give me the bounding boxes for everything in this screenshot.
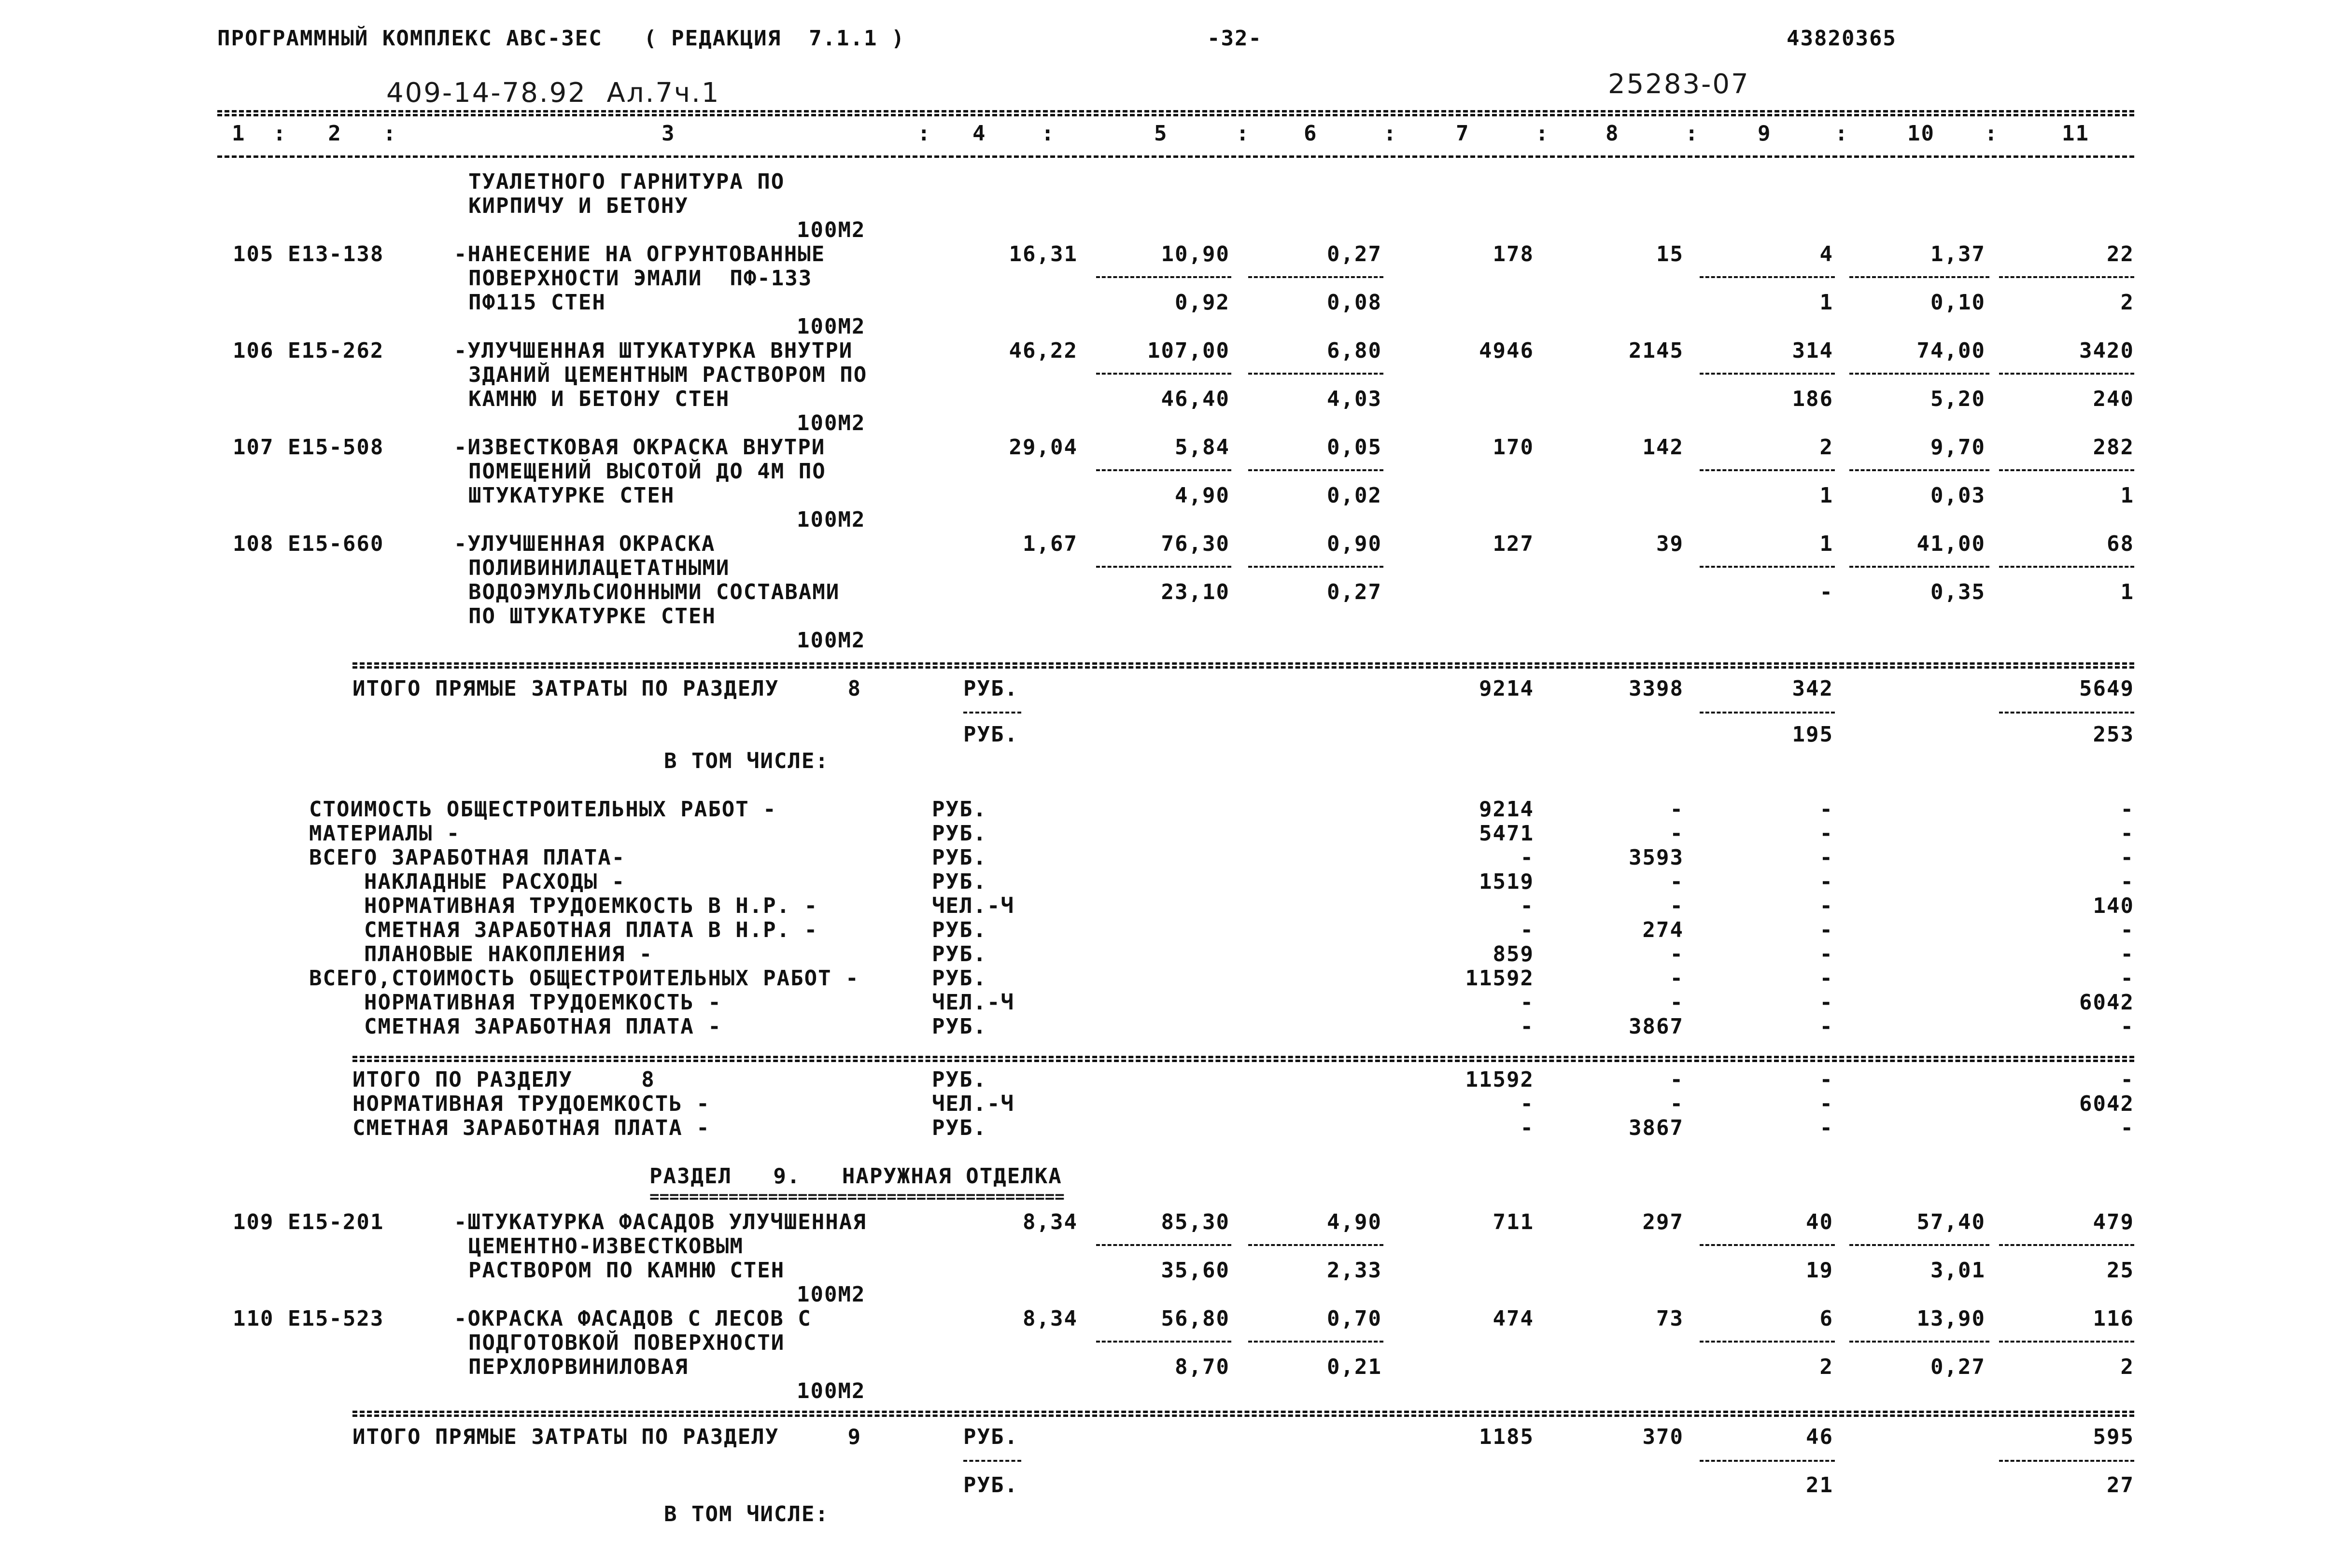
breakdown-c9: - xyxy=(1819,942,1833,966)
subtotal-rule xyxy=(1700,1244,1835,1246)
section-rule-2 xyxy=(352,666,2134,669)
breakdown-unit: РУБ. xyxy=(932,942,987,966)
cell-9b: 186 xyxy=(1792,387,1833,411)
cell-5b: 23,10 xyxy=(1161,580,1230,604)
row-number: 105 Е13-138 xyxy=(233,242,384,266)
breakdown-c8: - xyxy=(1670,869,1684,894)
cell-5: 5,84 xyxy=(1175,435,1230,460)
subtotal-rule xyxy=(1248,1341,1383,1343)
total-c8: 3398 xyxy=(1629,676,1684,701)
breakdown-c11: - xyxy=(2120,966,2134,991)
cell-9: 2 xyxy=(1819,435,1833,460)
description-line: ЦЕМЕНТНО-ИЗВЕСТКОВЫМ xyxy=(468,1234,744,1259)
cell-7: 474 xyxy=(1493,1306,1534,1331)
subtotal-rule xyxy=(1248,373,1383,375)
cell-6b: 0,02 xyxy=(1327,483,1382,508)
section-rule xyxy=(352,1056,2134,1058)
cell-5b: 46,40 xyxy=(1161,387,1230,411)
cell-4: 29,04 xyxy=(1009,435,1078,460)
section-rule xyxy=(352,662,2134,665)
col-sep: : xyxy=(1685,121,1699,146)
breakdown-c8: - xyxy=(1670,894,1684,918)
breakdown-c9: - xyxy=(1819,966,1833,991)
breakdown-c11: - xyxy=(2120,918,2134,942)
subtotal-rule xyxy=(1849,1341,1989,1343)
breakdown-c9: - xyxy=(1819,1014,1833,1039)
breakdown-c7: - xyxy=(1520,1092,1534,1116)
row-number: 109 Е15-201 xyxy=(233,1210,384,1234)
breakdown-c8: - xyxy=(1670,797,1684,822)
row-number: 106 Е15-262 xyxy=(233,338,384,363)
cell-11: 22 xyxy=(2107,242,2134,266)
description-line: ПФ115 СТЕН xyxy=(468,290,606,315)
cell-9: 314 xyxy=(1792,338,1833,363)
breakdown-label: СМЕТНАЯ ЗАРАБОТНАЯ ПЛАТА В Н.Р. - xyxy=(309,918,818,942)
breakdown-c11: - xyxy=(2120,869,2134,894)
col-6: 6 xyxy=(1304,121,1318,146)
cell-7: 178 xyxy=(1493,242,1534,266)
total-c8: 370 xyxy=(1642,1425,1684,1449)
header-top-rule-2 xyxy=(217,114,2134,116)
subtotal-rule xyxy=(1700,276,1835,278)
breakdown-c11: - xyxy=(2120,821,2134,846)
subtotal-rule xyxy=(963,712,1021,714)
cell-9b: - xyxy=(1819,580,1833,604)
breakdown-label: СМЕТНАЯ ЗАРАБОТНАЯ ПЛАТА - xyxy=(352,1116,710,1140)
cell-10b: 3,01 xyxy=(1930,1258,1986,1283)
cell-4: 16,31 xyxy=(1009,242,1078,266)
cell-6: 0,90 xyxy=(1327,532,1382,556)
subtotal-rule xyxy=(1999,712,2134,714)
cell-6b: 4,03 xyxy=(1327,387,1382,411)
description-line: ТУАЛЕТНОГО ГАРНИТУРА ПО xyxy=(468,169,785,194)
cell-10b: 0,27 xyxy=(1930,1355,1986,1379)
subtotal-rule xyxy=(1700,1341,1835,1343)
cell-6: 0,27 xyxy=(1327,242,1382,266)
unit-label: 100М2 xyxy=(797,1379,866,1403)
cell-5b: 8,70 xyxy=(1175,1355,1230,1379)
cell-5: 10,90 xyxy=(1161,242,1230,266)
col-1-2: 1 : 2 : xyxy=(232,121,397,146)
subtotal-rule xyxy=(1999,566,2134,568)
col-10: 10 xyxy=(1907,121,1935,146)
cell-6b: 0,27 xyxy=(1327,580,1382,604)
breakdown-label: МАТЕРИАЛЫ - xyxy=(309,821,461,846)
section-title: РАЗДЕЛ 9. НАРУЖНАЯ ОТДЕЛКА xyxy=(649,1164,1062,1189)
breakdown-c9: - xyxy=(1819,918,1833,942)
breakdown-c7: - xyxy=(1520,1014,1534,1039)
breakdown-label: СМЕТНАЯ ЗАРАБОТНАЯ ПЛАТА - xyxy=(309,1014,722,1039)
subtotal-rule xyxy=(1096,566,1231,568)
breakdown-c9: - xyxy=(1819,1067,1833,1092)
breakdown-unit: РУБ. xyxy=(932,869,987,894)
cell-11: 3420 xyxy=(2079,338,2134,363)
breakdown-c11: - xyxy=(2120,1067,2134,1092)
section-rule xyxy=(352,1411,2134,1413)
cell-8: 297 xyxy=(1642,1210,1684,1234)
subtotal-rule xyxy=(1248,276,1383,278)
cell-10b: 0,35 xyxy=(1930,580,1986,604)
row-number: 108 Е15-660 xyxy=(233,532,384,556)
breakdown-unit: РУБ. xyxy=(932,966,987,991)
breakdown-label: ВСЕГО,СТОИМОСТЬ ОБЩЕСТРОИТЕЛЬНЫХ РАБОТ - xyxy=(309,966,859,991)
breakdown-c11: - xyxy=(2120,797,2134,822)
subtotal-rule xyxy=(1096,1341,1231,1343)
breakdown-c9: - xyxy=(1819,821,1833,846)
header-bottom-rule xyxy=(217,155,2134,158)
breakdown-c9: - xyxy=(1819,797,1833,822)
description-line: ПО ШТУКАТУРКЕ СТЕН xyxy=(468,604,716,629)
description-line: ЗДАНИЙ ЦЕМЕНТНЫМ РАСТВОРОМ ПО xyxy=(468,363,868,387)
unit-label: 100М2 xyxy=(797,628,866,653)
description-line: -УЛУЧШЕННАЯ ОКРАСКА xyxy=(454,532,716,556)
cell-5: 85,30 xyxy=(1161,1210,1230,1234)
breakdown-unit: РУБ. xyxy=(932,1067,987,1092)
description-line: -УЛУЧШЕННАЯ ШТУКАТУРКА ВНУТРИ xyxy=(454,338,853,363)
section-title-underline: ========================================== xyxy=(649,1187,1065,1206)
breakdown-unit: ЧЕЛ.-Ч xyxy=(932,1092,1014,1116)
cell-8: 73 xyxy=(1656,1306,1684,1331)
description-line: КИРПИЧУ И БЕТОНУ xyxy=(468,194,689,218)
subtotal-rule xyxy=(1096,1244,1231,1246)
breakdown-c11: - xyxy=(2120,1014,2134,1039)
breakdown-c11: 6042 xyxy=(2079,1092,2134,1116)
total-c11: 595 xyxy=(2093,1425,2134,1449)
cell-5b: 4,90 xyxy=(1175,483,1230,508)
total-c11b: 27 xyxy=(2107,1473,2134,1498)
cell-11b: 240 xyxy=(2093,387,2134,411)
cell-11: 479 xyxy=(2093,1210,2134,1234)
cell-8: 142 xyxy=(1642,435,1684,460)
description-line: -ОКРАСКА ФАСАДОВ С ЛЕСОВ С xyxy=(454,1306,812,1331)
description-line: ПЕРХЛОРВИНИЛОВАЯ xyxy=(468,1355,689,1379)
handwritten-project-number: 409-14-78.92 Ал.7ч.1 xyxy=(386,77,720,109)
col-sep: : xyxy=(1835,121,1849,146)
subtotal-rule xyxy=(1096,276,1231,278)
cell-6: 0,05 xyxy=(1327,435,1382,460)
subtotal-rule xyxy=(1248,566,1383,568)
total-c9b: 21 xyxy=(1806,1473,1833,1498)
breakdown-c11: - xyxy=(2120,845,2134,870)
currency-unit: РУБ. xyxy=(963,1425,1018,1449)
description-line: ПОВЕРХНОСТИ ЭМАЛИ ПФ-133 xyxy=(468,266,813,291)
breakdown-label: СТОИМОСТЬ ОБЩЕСТРОИТЕЛЬНЫХ РАБОТ - xyxy=(309,797,777,822)
cell-5b: 35,60 xyxy=(1161,1258,1230,1283)
cell-11: 68 xyxy=(2107,532,2134,556)
breakdown-c8: - xyxy=(1670,1067,1684,1092)
cell-6: 4,90 xyxy=(1327,1210,1382,1234)
cell-9b: 19 xyxy=(1806,1258,1833,1283)
cell-10b: 5,20 xyxy=(1930,387,1986,411)
including-label: В ТОМ ЧИСЛЕ: xyxy=(664,749,829,773)
section-rule-2 xyxy=(352,1060,2134,1062)
col-8: 8 xyxy=(1606,121,1620,146)
col-sep: : xyxy=(1236,121,1250,146)
cell-11b: 25 xyxy=(2107,1258,2134,1283)
total-c7: 1185 xyxy=(1479,1425,1534,1449)
breakdown-unit: РУБ. xyxy=(932,1014,987,1039)
cell-7: 4946 xyxy=(1479,338,1534,363)
breakdown-c8: - xyxy=(1670,821,1684,846)
breakdown-c8: - xyxy=(1670,1092,1684,1116)
breakdown-c8: 3867 xyxy=(1629,1116,1684,1140)
breakdown-c7: - xyxy=(1520,918,1534,942)
breakdown-c8: 274 xyxy=(1642,918,1684,942)
cell-6: 6,80 xyxy=(1327,338,1382,363)
cell-4: 8,34 xyxy=(1023,1210,1078,1234)
cell-11b: 2 xyxy=(2120,1355,2134,1379)
cell-10: 1,37 xyxy=(1930,242,1986,266)
breakdown-c7: - xyxy=(1520,990,1534,1015)
breakdown-label: ПЛАНОВЫЕ НАКОПЛЕНИЯ - xyxy=(309,942,653,966)
cell-11b: 2 xyxy=(2120,290,2134,315)
cell-9: 6 xyxy=(1819,1306,1833,1331)
col-5: 5 xyxy=(1154,121,1168,146)
cell-6b: 0,21 xyxy=(1327,1355,1382,1379)
description-line: РАСТВОРОМ ПО КАМНЮ СТЕН xyxy=(468,1258,785,1283)
col-3: 3 xyxy=(662,121,676,146)
breakdown-c8: 3593 xyxy=(1629,845,1684,870)
col-sep: : xyxy=(1383,121,1397,146)
description-line: ВОДОЭМУЛЬСИОННЫМИ СОСТАВАМИ xyxy=(468,580,840,604)
cell-6: 0,70 xyxy=(1327,1306,1382,1331)
breakdown-unit: РУБ. xyxy=(932,821,987,846)
total-c11b: 253 xyxy=(2093,722,2134,747)
total-c11: 5649 xyxy=(2079,676,2134,701)
cell-10: 57,40 xyxy=(1916,1210,1986,1234)
breakdown-c8: 3867 xyxy=(1629,1014,1684,1039)
subtotal-rule xyxy=(1700,712,1835,714)
cell-5: 56,80 xyxy=(1161,1306,1230,1331)
breakdown-c7: - xyxy=(1520,1116,1534,1140)
breakdown-unit: ЧЕЛ.-Ч xyxy=(932,990,1014,1015)
description-line: ПОЛИВИНИЛАЦЕТАТНЫМИ xyxy=(468,556,730,580)
including-label: В ТОМ ЧИСЛЕ: xyxy=(664,1502,829,1526)
subtotal-rule xyxy=(1700,469,1835,471)
col-11: 11 xyxy=(2062,121,2089,146)
subtotal-rule xyxy=(1849,373,1989,375)
currency-unit: РУБ. xyxy=(963,1473,1018,1498)
breakdown-c7: 5471 xyxy=(1479,821,1534,846)
cell-10: 41,00 xyxy=(1916,532,1986,556)
breakdown-label: ВСЕГО ЗАРАБОТНАЯ ПЛАТА- xyxy=(309,845,626,870)
breakdown-c7: 9214 xyxy=(1479,797,1534,822)
cell-5b: 0,92 xyxy=(1175,290,1230,315)
breakdown-c9: - xyxy=(1819,845,1833,870)
breakdown-label: ИТОГО ПО РАЗДЕЛУ 8 xyxy=(352,1067,655,1092)
cell-9: 4 xyxy=(1819,242,1833,266)
breakdown-c8: - xyxy=(1670,942,1684,966)
program-title: ПРОГРАММНЫЙ КОМПЛЕКС АВС-3ЕС ( РЕДАКЦИЯ 7.1.1 ) xyxy=(217,26,905,51)
cell-9b: 1 xyxy=(1819,483,1833,508)
col-9: 9 xyxy=(1758,121,1772,146)
cell-4: 8,34 xyxy=(1023,1306,1078,1331)
breakdown-c9: - xyxy=(1819,990,1833,1015)
breakdown-c11: - xyxy=(2120,1116,2134,1140)
subtotal-rule xyxy=(1849,469,1989,471)
unit-label: 100М2 xyxy=(797,411,866,435)
total-c9: 342 xyxy=(1792,676,1833,701)
breakdown-label: НОРМАТИВНАЯ ТРУДОЕМКОСТЬ В Н.Р. - xyxy=(309,894,818,918)
breakdown-unit: РУБ. xyxy=(932,1116,987,1140)
subtotal-rule xyxy=(1999,1341,2134,1343)
col-7: 7 xyxy=(1456,121,1470,146)
breakdown-c11: 6042 xyxy=(2079,990,2134,1015)
subtotal-rule xyxy=(1248,469,1383,471)
cell-6b: 2,33 xyxy=(1327,1258,1382,1283)
row-number: 107 Е15-508 xyxy=(233,435,384,460)
cell-4: 1,67 xyxy=(1023,532,1078,556)
breakdown-unit: РУБ. xyxy=(932,797,987,822)
subtotal-rule xyxy=(1700,1460,1835,1462)
cell-8: 39 xyxy=(1656,532,1684,556)
cell-11b: 1 xyxy=(2120,580,2134,604)
cell-11: 282 xyxy=(2093,435,2134,460)
section-rule-2 xyxy=(352,1414,2134,1417)
breakdown-c9: - xyxy=(1819,894,1833,918)
col-sep: : xyxy=(1985,121,1999,146)
unit-label: 100М2 xyxy=(797,507,866,532)
subtotal-rule xyxy=(1248,1244,1383,1246)
cell-11: 116 xyxy=(2093,1306,2134,1331)
document-code: 43820365 xyxy=(1787,26,1897,51)
cell-11b: 1 xyxy=(2120,483,2134,508)
total-label: ИТОГО ПРЯМЫЕ ЗАТРАТЫ ПО РАЗДЕЛУ 9 xyxy=(352,1425,862,1449)
currency-unit: РУБ. xyxy=(963,722,1018,747)
cell-7: 127 xyxy=(1493,532,1534,556)
breakdown-unit: ЧЕЛ.-Ч xyxy=(932,894,1014,918)
description-line: -ИЗВЕСТКОВАЯ ОКРАСКА ВНУТРИ xyxy=(454,435,826,460)
breakdown-c7: - xyxy=(1520,894,1534,918)
breakdown-label: НАКЛАДНЫЕ РАСХОДЫ - xyxy=(309,869,626,894)
cell-8: 15 xyxy=(1656,242,1684,266)
breakdown-c7: - xyxy=(1520,845,1534,870)
breakdown-c7: 1519 xyxy=(1479,869,1534,894)
cell-9: 40 xyxy=(1806,1210,1833,1234)
cell-10b: 0,10 xyxy=(1930,290,1986,315)
cell-6b: 0,08 xyxy=(1327,290,1382,315)
currency-unit: РУБ. xyxy=(963,676,1018,701)
subtotal-rule xyxy=(1849,1244,1989,1246)
breakdown-c7: 11592 xyxy=(1465,1067,1534,1092)
cell-9: 1 xyxy=(1819,532,1833,556)
unit-label: 100М2 xyxy=(797,218,866,242)
cell-5: 76,30 xyxy=(1161,532,1230,556)
cell-10: 74,00 xyxy=(1916,338,1986,363)
breakdown-c9: - xyxy=(1819,1092,1833,1116)
cell-5: 107,00 xyxy=(1147,338,1230,363)
breakdown-label: НОРМАТИВНАЯ ТРУДОЕМКОСТЬ - xyxy=(352,1092,710,1116)
cell-8: 2145 xyxy=(1629,338,1684,363)
breakdown-c11: - xyxy=(2120,942,2134,966)
subtotal-rule xyxy=(1999,373,2134,375)
total-c7: 9214 xyxy=(1479,676,1534,701)
subtotal-rule xyxy=(1700,566,1835,568)
total-label: ИТОГО ПРЯМЫЕ ЗАТРАТЫ ПО РАЗДЕЛУ 8 xyxy=(352,676,862,701)
total-c9: 46 xyxy=(1806,1425,1833,1449)
breakdown-unit: РУБ. xyxy=(932,918,987,942)
subtotal-rule xyxy=(1700,373,1835,375)
description-line: ШТУКАТУРКЕ СТЕН xyxy=(468,483,675,508)
cell-10: 13,90 xyxy=(1916,1306,1986,1331)
col-4: : 4 : xyxy=(917,121,1055,146)
cell-4: 46,22 xyxy=(1009,338,1078,363)
cell-10: 9,70 xyxy=(1930,435,1986,460)
handwritten-estimate-number: 25283-07 xyxy=(1608,69,1750,100)
breakdown-c7: 11592 xyxy=(1465,966,1534,991)
description-line: ПОДГОТОВКОЙ ПОВЕРХНОСТИ xyxy=(468,1330,785,1355)
subtotal-rule xyxy=(1849,566,1989,568)
subtotal-rule xyxy=(1096,469,1231,471)
subtotal-rule xyxy=(1999,1460,2134,1462)
unit-label: 100М2 xyxy=(797,1282,866,1307)
description-line: -ШТУКАТУРКА ФАСАДОВ УЛУЧШЕННАЯ xyxy=(454,1210,867,1234)
unit-label: 100М2 xyxy=(797,314,866,339)
subtotal-rule xyxy=(1999,469,2134,471)
cell-7: 170 xyxy=(1493,435,1534,460)
description-line: -НАНЕСЕНИЕ НА ОГРУНТОВАННЫЕ xyxy=(454,242,826,266)
cell-9b: 1 xyxy=(1819,290,1833,315)
page-number: -32- xyxy=(1207,26,1262,51)
cell-10b: 0,03 xyxy=(1930,483,1986,508)
breakdown-c8: - xyxy=(1670,990,1684,1015)
subtotal-rule xyxy=(1849,276,1989,278)
breakdown-c11: 140 xyxy=(2093,894,2134,918)
cell-7: 711 xyxy=(1493,1210,1534,1234)
description-line: КАМНЮ И БЕТОНУ СТЕН xyxy=(468,387,730,411)
subtotal-rule xyxy=(1999,1244,2134,1246)
total-c9b: 195 xyxy=(1792,722,1833,747)
subtotal-rule xyxy=(963,1460,1021,1462)
breakdown-label: НОРМАТИВНАЯ ТРУДОЕМКОСТЬ - xyxy=(309,990,722,1015)
breakdown-c9: - xyxy=(1819,1116,1833,1140)
header-top-rule xyxy=(217,110,2134,112)
col-sep: : xyxy=(1535,121,1549,146)
breakdown-c8: - xyxy=(1670,966,1684,991)
breakdown-c9: - xyxy=(1819,869,1833,894)
subtotal-rule xyxy=(1096,373,1231,375)
description-line: ПОМЕЩЕНИЙ ВЫСОТОЙ ДО 4М ПО xyxy=(468,459,826,484)
subtotal-rule xyxy=(1999,276,2134,278)
row-number: 110 Е15-523 xyxy=(233,1306,384,1331)
breakdown-unit: РУБ. xyxy=(932,845,987,870)
cell-9b: 2 xyxy=(1819,1355,1833,1379)
breakdown-c7: 859 xyxy=(1493,942,1534,966)
